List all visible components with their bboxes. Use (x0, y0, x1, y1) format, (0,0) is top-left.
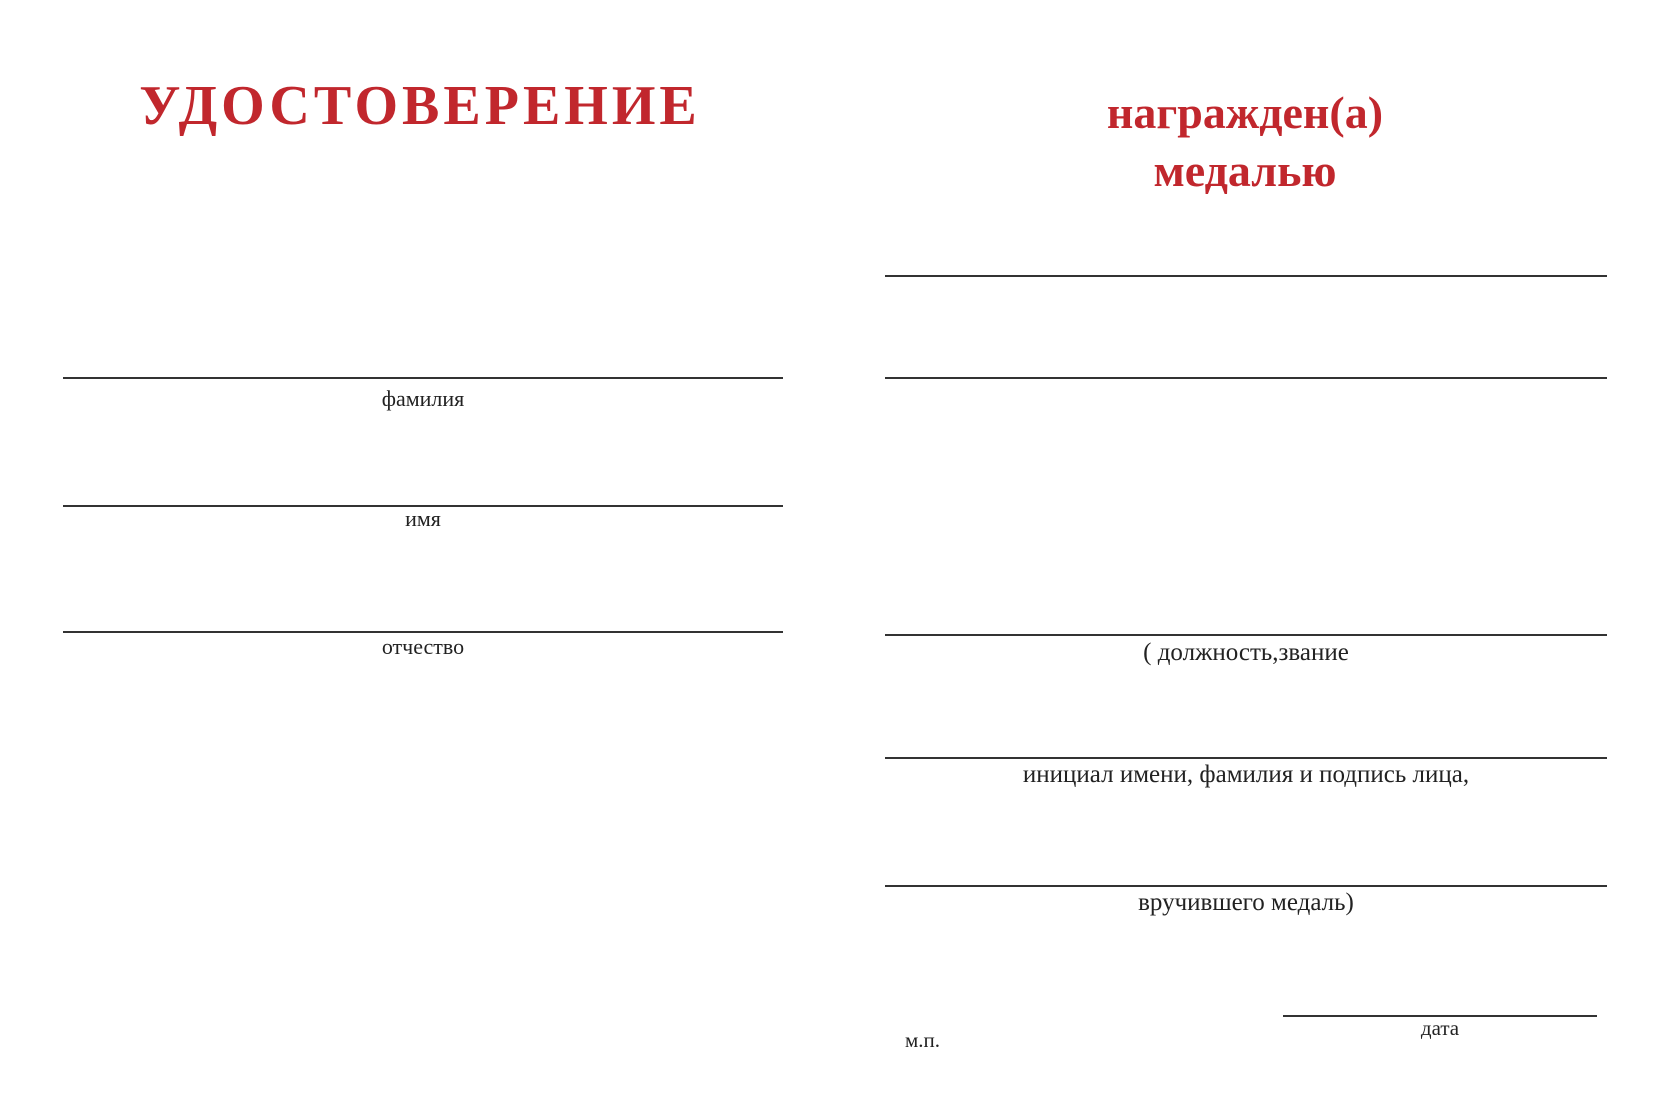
presenter-caption: вручившего медаль) (1138, 889, 1354, 916)
surname-label: фамилия (381, 386, 465, 411)
patronymic-label: отчество (381, 634, 465, 659)
presenter-line (885, 885, 1607, 887)
patronymic-line (63, 631, 783, 633)
position-rank-line (885, 634, 1607, 636)
awarded-heading-line1: награжден(а) (1106, 87, 1384, 138)
certificate-title: УДОСТОВЕРЕНИЕ (139, 75, 701, 137)
first-name-label: имя (405, 506, 441, 531)
position-rank-caption: ( должность,звание (1143, 639, 1349, 666)
signer-name-caption: инициал имени, фамилия и подпись лица, (1022, 761, 1470, 788)
awarded-heading-line2: медалью (1153, 145, 1337, 196)
awarded-heading (885, 84, 1605, 200)
medal-name-line-1 (885, 275, 1607, 277)
medal-name-line-2 (885, 377, 1607, 379)
signer-name-line (885, 757, 1607, 759)
date-label: дата (1420, 1016, 1460, 1040)
stamp-place-label: м.п. (905, 1028, 941, 1052)
surname-line (63, 377, 783, 379)
